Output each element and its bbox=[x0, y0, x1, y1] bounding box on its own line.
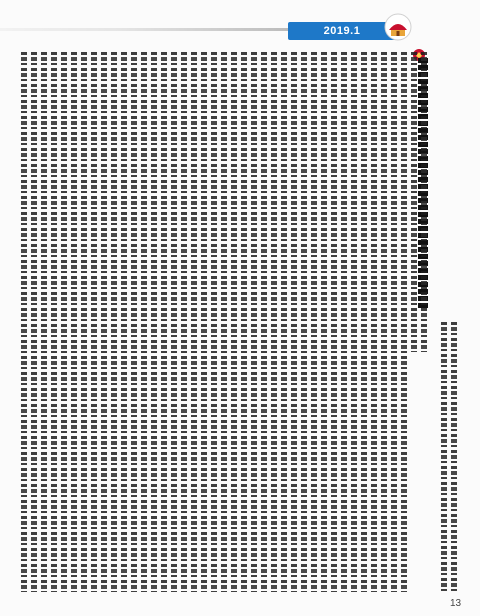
text-column bbox=[421, 52, 427, 352]
page-number: 13 bbox=[450, 598, 462, 609]
article-body bbox=[21, 52, 461, 592]
text-column bbox=[261, 52, 267, 592]
text-column bbox=[311, 52, 317, 592]
text-column bbox=[141, 52, 147, 592]
text-column bbox=[291, 52, 297, 592]
text-column bbox=[381, 52, 387, 592]
year-badge bbox=[288, 22, 396, 40]
text-column bbox=[181, 52, 187, 592]
text-column bbox=[201, 52, 207, 592]
text-column bbox=[151, 52, 157, 592]
header-strip bbox=[0, 28, 300, 31]
text-column bbox=[251, 52, 257, 592]
text-column bbox=[101, 52, 107, 592]
text-column bbox=[131, 52, 137, 592]
text-column bbox=[31, 52, 37, 592]
text-column bbox=[171, 52, 177, 592]
text-column bbox=[411, 52, 417, 352]
text-column bbox=[241, 52, 247, 592]
text-column bbox=[191, 52, 197, 592]
text-column bbox=[301, 52, 307, 592]
text-column bbox=[81, 52, 87, 592]
text-column bbox=[441, 322, 447, 592]
text-column bbox=[161, 52, 167, 592]
text-column bbox=[111, 52, 117, 592]
text-column bbox=[401, 52, 407, 592]
text-column bbox=[341, 52, 347, 592]
ger-tent-emblem-icon bbox=[384, 13, 412, 41]
text-column bbox=[211, 52, 217, 592]
text-column bbox=[41, 52, 47, 592]
text-column bbox=[391, 52, 397, 592]
text-column bbox=[321, 52, 327, 592]
text-column bbox=[371, 52, 377, 592]
text-column bbox=[91, 52, 97, 592]
text-column bbox=[121, 52, 127, 592]
text-column bbox=[231, 52, 237, 592]
text-column bbox=[61, 52, 67, 592]
text-column bbox=[331, 52, 337, 592]
text-column bbox=[271, 52, 277, 592]
text-column bbox=[451, 322, 457, 592]
text-column bbox=[51, 52, 57, 592]
text-column bbox=[361, 52, 367, 592]
text-column bbox=[351, 52, 357, 592]
year-label: 2019.1 bbox=[323, 25, 361, 37]
text-column bbox=[281, 52, 287, 592]
text-column bbox=[21, 52, 27, 592]
text-column bbox=[71, 52, 77, 592]
text-column bbox=[221, 52, 227, 592]
